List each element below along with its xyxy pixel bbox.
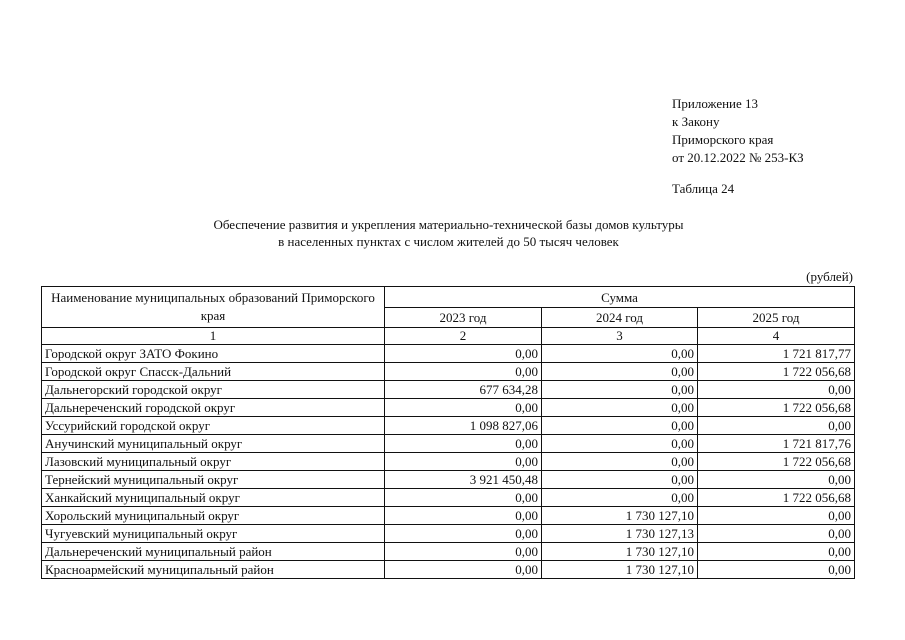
cell-2023: 0,00 bbox=[385, 489, 542, 507]
table-label: Таблица 24 bbox=[672, 181, 735, 196]
cell-name: Дальнегорский городской округ bbox=[42, 381, 385, 399]
cell-2023: 0,00 bbox=[385, 507, 542, 525]
table-row bbox=[42, 525, 855, 543]
cell-name: Дальнереченский городской округ bbox=[42, 399, 385, 417]
table-row bbox=[42, 381, 855, 399]
unit-label: (рублей) bbox=[806, 269, 853, 284]
cell-2023: 0,00 bbox=[385, 363, 542, 381]
cell-name: Анучинский муниципальный округ bbox=[42, 435, 385, 453]
cell-2025: 1 722 056,68 bbox=[698, 489, 855, 507]
cell-2025: 0,00 bbox=[698, 525, 855, 543]
cell-2024: 0,00 bbox=[542, 489, 698, 507]
cell-2023: 1 098 827,06 bbox=[385, 417, 542, 435]
data-table bbox=[41, 286, 855, 579]
table-row bbox=[42, 561, 855, 579]
title-line: Обеспечение развития и укрепления материально-технической базы домов культуры bbox=[213, 217, 684, 232]
cell-2025: 0,00 bbox=[698, 561, 855, 579]
cell-2024: 0,00 bbox=[542, 363, 698, 381]
table-row bbox=[42, 471, 855, 489]
cell-2024: 1 730 127,10 bbox=[542, 507, 698, 525]
cell-name: Городской округ ЗАТО Фокино bbox=[42, 345, 385, 363]
cell-name: Городской округ Спасск-Дальний bbox=[42, 363, 385, 381]
cell-2024: 0,00 bbox=[542, 453, 698, 471]
column-number: 4 bbox=[698, 328, 855, 345]
cell-2025: 1 721 817,77 bbox=[698, 345, 855, 363]
cell-name: Тернейский муниципальный округ bbox=[42, 471, 385, 489]
appendix-line: от 20.12.2022 № 253-КЗ bbox=[672, 150, 804, 165]
cell-name: Уссурийский городской округ bbox=[42, 417, 385, 435]
appendix-line: Приморского края bbox=[672, 132, 774, 147]
table-row bbox=[42, 507, 855, 525]
table-row bbox=[42, 345, 855, 363]
table-row bbox=[42, 453, 855, 471]
cell-2025: 1 722 056,68 bbox=[698, 453, 855, 471]
document-title bbox=[0, 216, 897, 250]
header-year: 2023 год bbox=[385, 308, 542, 328]
cell-2025: 0,00 bbox=[698, 543, 855, 561]
cell-2025: 0,00 bbox=[698, 471, 855, 489]
cell-2025: 1 721 817,76 bbox=[698, 435, 855, 453]
header-name: Наименование муниципальных образований Приморского края bbox=[42, 287, 385, 328]
cell-2024: 0,00 bbox=[542, 435, 698, 453]
cell-name: Хорольский муниципальный округ bbox=[42, 507, 385, 525]
column-number: 3 bbox=[542, 328, 698, 345]
cell-2024: 1 730 127,13 bbox=[542, 525, 698, 543]
cell-2024: 0,00 bbox=[542, 471, 698, 489]
cell-2024: 0,00 bbox=[542, 345, 698, 363]
cell-2025: 1 722 056,68 bbox=[698, 399, 855, 417]
column-number: 1 bbox=[42, 328, 385, 345]
cell-2025: 0,00 bbox=[698, 381, 855, 399]
title-line: в населенных пунктах с числом жителей до 50 тысяч человек bbox=[278, 234, 619, 249]
table-row bbox=[42, 399, 855, 417]
cell-2023: 0,00 bbox=[385, 345, 542, 363]
cell-2023: 677 634,28 bbox=[385, 381, 542, 399]
cell-name: Дальнереченский муниципальный район bbox=[42, 543, 385, 561]
table-row bbox=[42, 417, 855, 435]
cell-2024: 0,00 bbox=[542, 399, 698, 417]
cell-2025: 0,00 bbox=[698, 417, 855, 435]
cell-2023: 0,00 bbox=[385, 435, 542, 453]
cell-name: Красноармейский муниципальный район bbox=[42, 561, 385, 579]
cell-name: Лазовский муниципальный округ bbox=[42, 453, 385, 471]
cell-2023: 0,00 bbox=[385, 543, 542, 561]
cell-2024: 0,00 bbox=[542, 417, 698, 435]
header-sum: Сумма bbox=[385, 287, 855, 308]
cell-2024: 1 730 127,10 bbox=[542, 561, 698, 579]
cell-name: Ханкайский муниципальный округ bbox=[42, 489, 385, 507]
column-number: 2 bbox=[385, 328, 542, 345]
header-year: 2024 год bbox=[542, 308, 698, 328]
cell-2023: 3 921 450,48 bbox=[385, 471, 542, 489]
table-row bbox=[42, 363, 855, 381]
cell-2025: 1 722 056,68 bbox=[698, 363, 855, 381]
cell-2025: 0,00 bbox=[698, 507, 855, 525]
table-row bbox=[42, 489, 855, 507]
table-row bbox=[42, 543, 855, 561]
appendix-line: к Закону bbox=[672, 114, 720, 129]
cell-2023: 0,00 bbox=[385, 525, 542, 543]
cell-2023: 0,00 bbox=[385, 561, 542, 579]
header-year: 2025 год bbox=[698, 308, 855, 328]
appendix-block bbox=[672, 95, 804, 167]
appendix-line: Приложение 13 bbox=[672, 96, 759, 111]
cell-2023: 0,00 bbox=[385, 453, 542, 471]
cell-2023: 0,00 bbox=[385, 399, 542, 417]
table-row bbox=[42, 435, 855, 453]
cell-2024: 1 730 127,10 bbox=[542, 543, 698, 561]
cell-name: Чугуевский муниципальный округ bbox=[42, 525, 385, 543]
cell-2024: 0,00 bbox=[542, 381, 698, 399]
